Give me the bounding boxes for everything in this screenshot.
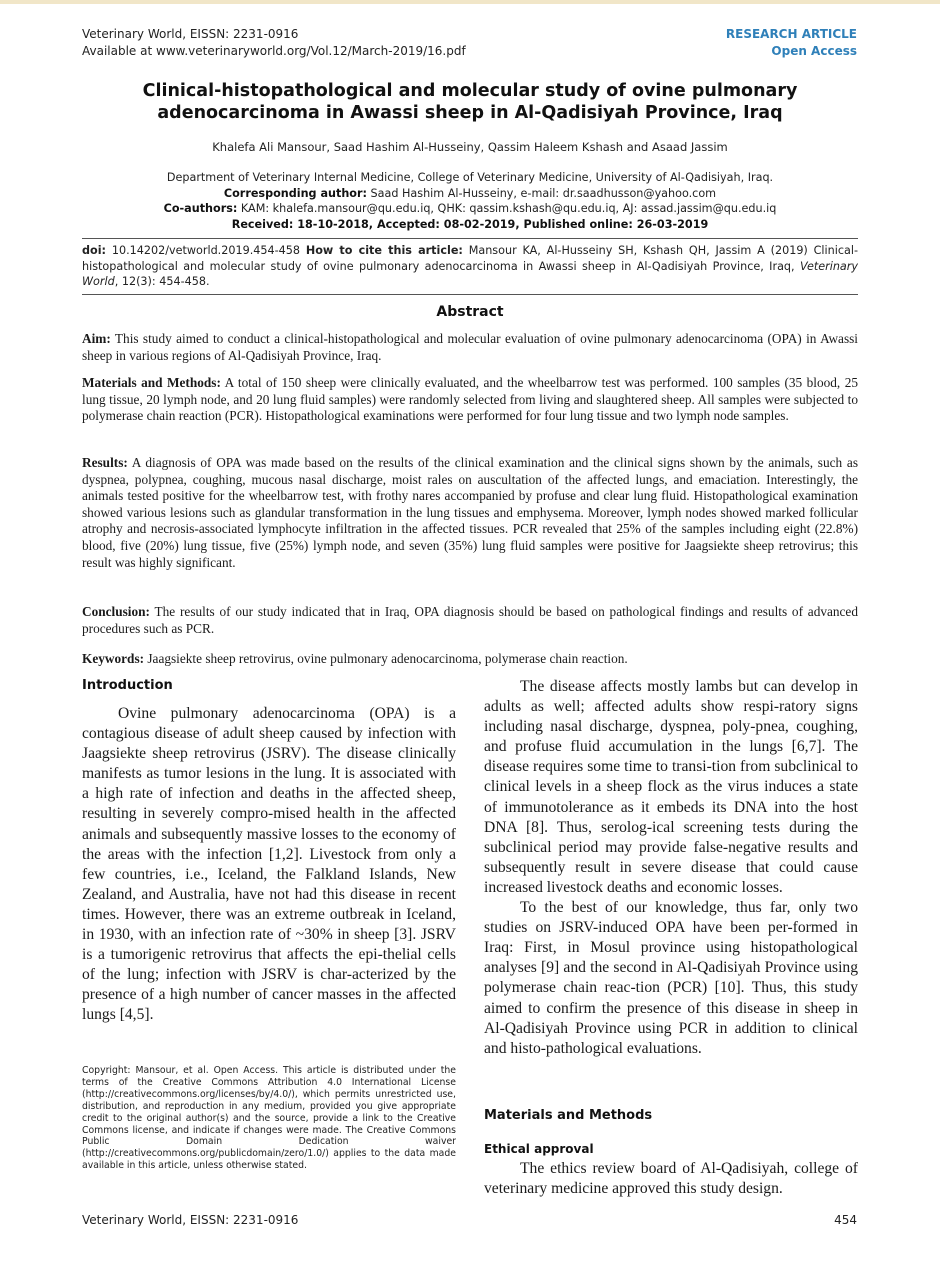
affiliation-block [60, 170, 880, 232]
abstract-conclusion [82, 604, 858, 637]
doi-label: doi: [82, 244, 107, 257]
journal-url[interactable]: Available at www.veterinaryworld.org/Vol.12/March-2019/16.pdf [82, 44, 466, 58]
corresponding-author [60, 186, 880, 202]
doi-value[interactable]: 10.14202/vetworld.2019.454-458 [106, 244, 306, 257]
article-title [60, 80, 880, 124]
accepted-label: Accepted: [376, 217, 440, 231]
co-authors-text[interactable]: KAM: khalefa.mansour@qu.edu.iq, QHK: qassim.kshash@qu.edu.iq, AJ: assad.jassim@qu.edu.iq [237, 202, 777, 215]
results-label: Results: [82, 455, 128, 470]
cite-text: Mansour KA, Al-Husseiny SH, Kshash QH, Jassim A (2019) Clinical-histopathological and molecular study of ovine pulmonary adenocarcinoma in Awassi sheep in Al-Qadisiyah Province, Iraq, [82, 244, 858, 273]
cite-journal: Veterinary World [82, 259, 858, 288]
abstract-aim [82, 331, 858, 364]
methods-label: Materials and Methods: [82, 375, 221, 390]
journal-line: Veterinary World, EISSN: 2231-0916 [82, 27, 299, 41]
right-column [484, 677, 858, 1059]
intro-paragraph-2: The disease affects mostly lambs but can develop in adults as well; affected adults show respi-ratory signs including nasal discharge, dyspnea, poly-pnea, coughing, and profuse fluid accumulation in the lungs [6,7]. The disease requires some time to transi-tion from subclinical to clinical levels in a sheep flock as the virus induces a state of immunotolerance as it embeds its DNA into the host DNA [8]. Thus, serolog-ical screening tests during the subclinical period may provide false-negative results and subsequently result in severe disease that could cause increased livestock deaths and economic losses. [484, 678, 858, 896]
footer-journal: Veterinary World, EISSN: 2231-0916 [82, 1213, 299, 1227]
keywords-label: Keywords: [82, 651, 145, 666]
ethical-approval-text [484, 1159, 858, 1199]
abstract-methods [82, 375, 858, 425]
abstract-keywords [82, 651, 858, 668]
conclusion-text: The results of our study indicated that in Iraq, OPA diagnosis should be based on pathological findings and results of advanced procedures such as PCR. [82, 604, 858, 636]
open-access-label: Open Access [771, 44, 857, 58]
copyright-notice: Copyright: Mansour, et al. Open Access. This article is distributed under the terms of the Creative Commons Attribution 4.0 International License (http://creativecommons.org/licenses/by/4.0/), which permits unrestricted use, distribution, and reproduction in any medium, provided you give appropriate credit to the original author(s) and the source, provide a link to the Creative Commons license, and indicate if changes were made. The Creative Commons Public Domain Dedication waiver (http://creativecommons.org/publicdomain/zero/1.0/) applies to the data made available in this article, unless otherwise stated. [82, 1065, 456, 1172]
abstract-results [82, 455, 858, 571]
aim-label: Aim: [82, 331, 111, 346]
published-label: Published online: [523, 217, 633, 231]
article-title-line-2: adenocarcinoma in Awassi sheep in Al-Qadisiyah Province, Iraq [157, 103, 783, 123]
methods-heading: Materials and Methods [484, 1108, 653, 1123]
co-authors-label: Co-authors: [163, 202, 238, 215]
corresponding-author-text[interactable]: Saad Hashim Al-Husseiny, e-mail: dr.saadhusson@yahoo.com [366, 186, 717, 200]
keywords-text: Jaagsiekte sheep retrovirus, ovine pulmonary adenocarcinoma, polymerase chain reaction. [144, 651, 628, 666]
corresponding-author-label: Corresponding author: [223, 186, 367, 200]
article-type-header [726, 26, 857, 60]
introduction-heading: Introduction [82, 678, 173, 693]
received-date: 18-10-2018, [293, 217, 377, 231]
methods-paragraph-1: The ethics review board of Al-Qadisiyah, college of veterinary medicine approved this study design. [484, 1160, 858, 1198]
conclusion-label: Conclusion: [82, 604, 150, 619]
article-type: RESEARCH ARTICLE [725, 27, 857, 41]
cite-label: How to cite this article: [305, 244, 463, 257]
divider-top [82, 238, 858, 239]
left-column [82, 704, 456, 1026]
co-authors [60, 201, 880, 217]
published-date: 26-03-2019 [632, 217, 709, 231]
author-list: Khalefa Ali Mansour, Saad Hashim Al-Husseiny, Qassim Haleem Kshash and Asaad Jassim [212, 140, 728, 154]
journal-header [82, 26, 466, 60]
accepted-date: 08-02-2019, [439, 217, 524, 231]
intro-paragraph-1: Ovine pulmonary adenocarcinoma (OPA) is a contagious disease of adult sheep caused by infection with Jaagsiekte sheep retrovirus (JSRV). The disease clinically manifests as tumor lesions in the lung. It is associated with a high rate of infection and deaths in the affected sheep, resulting in severely compro-mised health in the affected animals and subsequently massive losses to the economy of the areas with the infection [1,2]. Livestock from only a few countries, i.e., Iceland, the Falkland Islands, New Zealand, and Australia, have not had this disease in recent times. However, there was an extreme outbreak in Iceland, in 1930, with an infection rate of ~30% in sheep [3]. JSRV is a tumorigenic retrovirus that affects the epi-thelial cells of the lung; infection with JSRV is char-acterized by the presence of a high number of cancer masses in the affected lungs [4,5]. [82, 705, 456, 1024]
results-text: A diagnosis of OPA was made based on the results of the clinical examination and the clinical signs shown by the animals, such as dyspnea, polypnea, coughing, mucous nasal discharge, moist rales on auscultation of the affected lungs, and emaciation. Interestingly, the animals tested positive for the wheelbarrow test, with frothy nares accompanied by profuse and clear lung fluid. Histopathological examination showed various lesions such as glandular transformation in the lung tissues and emphysema. Moreover, lymph nodes showed marked follicular atrophy and necrosis-associated lymphocyte infiltration in the affected tissues. PCR revealed that 25% of the samples including eight (22.8%) blood, five (20%) lung tissue, five (25%) lymph node, and seven (35%) lung fluid samples were positive for Jaagsiekte sheep retrovirus; this result was highly significant. [82, 455, 858, 570]
article-dates [60, 217, 880, 233]
article-title-line-1: Clinical-histopathological and molecular study of ovine pulmonary [142, 81, 798, 101]
cite-volume: , 12(3): 454-458. [114, 275, 210, 288]
intro-paragraph-3: To the best of our knowledge, thus far, only two studies on JSRV-induced OPA have been per-formed in Iraq: First, in Mosul province using histopathological analyses [9] and the second in Al-Qadisiyah Province using polymerase chain reac-tion (PCR) [10]. Thus, this study aimed to confirm the presence of this disease in sheep in Al-Qadisiyah Province using PCR in addition to clinical and histo-pathological evaluations. [484, 899, 858, 1057]
department: Department of Veterinary Internal Medicine, College of Veterinary Medicine, University of Al-Qadisiyah, Iraq. [166, 171, 774, 184]
aim-text: This study aimed to conduct a clinical-histopathological and molecular evaluation of ovine pulmonary adenocarcinoma (OPA) in Awassi sheep in various regions of Al-Qadisiyah Province, Iraq. [82, 331, 858, 363]
ethical-approval-heading: Ethical approval [484, 1142, 594, 1156]
abstract-heading: Abstract [436, 304, 504, 320]
page-number: 454 [834, 1213, 857, 1227]
methods-text: A total of 150 sheep were clinically evaluated, and the wheelbarrow test was performed. 100 samples (35 blood, 25 lung tissue, 20 lymph node, and 20 lung fluid samples) were randomly selected from living and slaughtered sheep. All samples were subjected to polymerase chain reaction (PCR). Histopathological examinations were performed for four lung tissue and two lymph node samples. [82, 375, 858, 424]
divider-bottom [82, 294, 858, 295]
citation-block [82, 243, 858, 290]
received-label: Received: [231, 217, 294, 231]
page-top-band [0, 0, 940, 4]
